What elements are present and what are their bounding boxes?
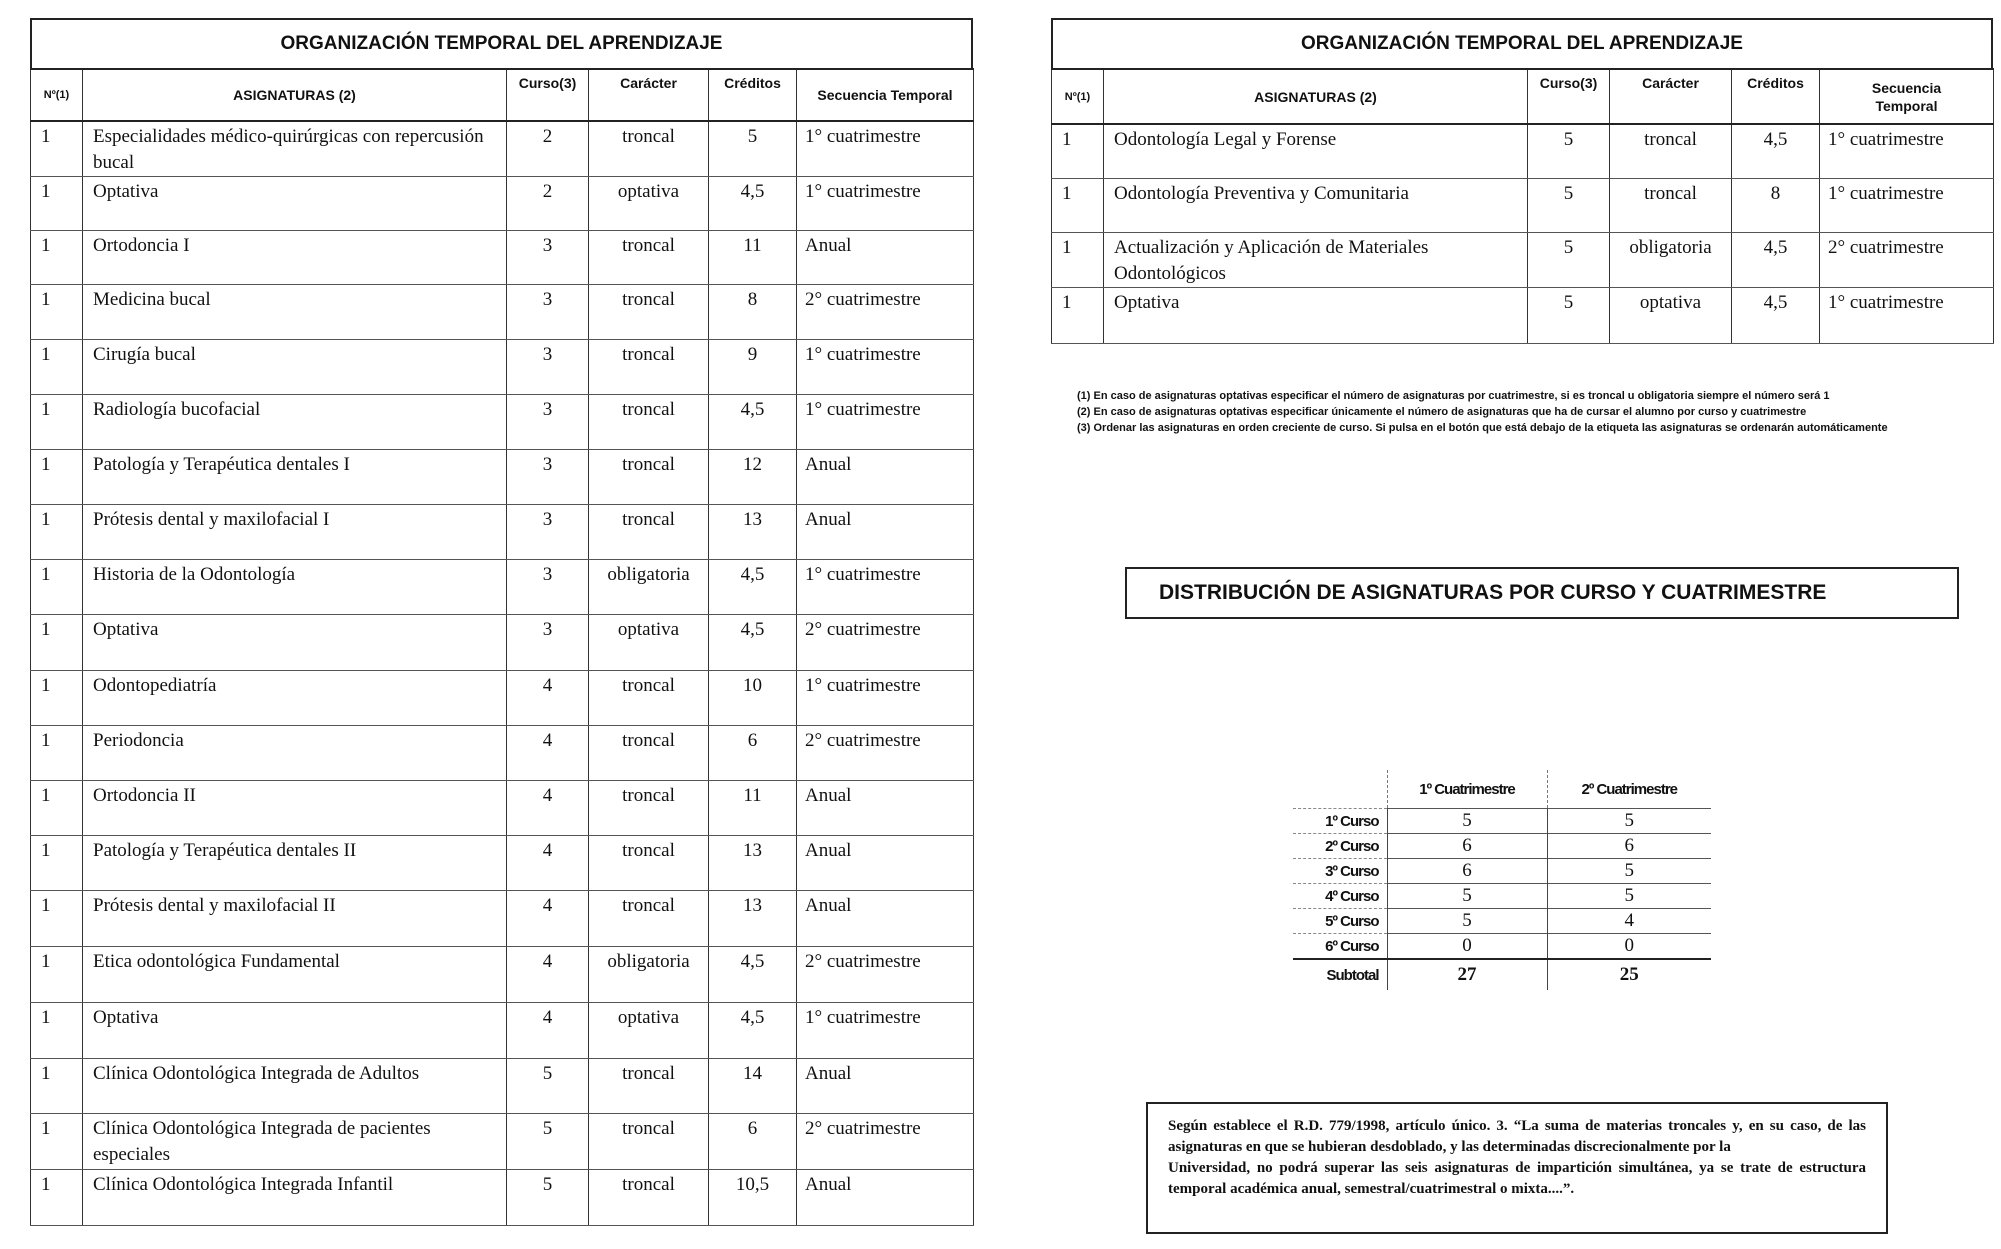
row-caracter: troncal bbox=[1610, 124, 1732, 178]
dist-cell-c1: 5 bbox=[1387, 884, 1547, 909]
row-caracter: troncal bbox=[589, 1170, 709, 1226]
dist-col-2: 2º Cuatrimestre bbox=[1547, 770, 1711, 809]
dist-row bbox=[1293, 859, 1711, 884]
row-caracter: troncal bbox=[589, 231, 709, 285]
table-row bbox=[31, 671, 974, 726]
row-curso: 5 bbox=[507, 1059, 589, 1114]
table-row bbox=[31, 450, 974, 505]
row-number: 1 bbox=[31, 615, 83, 671]
table-row bbox=[31, 726, 974, 781]
row-creditos: 10 bbox=[709, 671, 797, 726]
row-creditos: 5 bbox=[709, 121, 797, 177]
row-curso: 5 bbox=[1528, 232, 1610, 287]
row-secuencia: Anual bbox=[797, 891, 974, 947]
right-title bbox=[1051, 18, 1993, 68]
row-curso: 5 bbox=[1528, 124, 1610, 178]
row-caracter: troncal bbox=[589, 121, 709, 177]
header-subject: ASIGNATURAS (2) bbox=[83, 69, 507, 121]
row-caracter: optativa bbox=[589, 177, 709, 231]
row-secuencia: 2° cuatrimestre bbox=[797, 285, 974, 340]
row-secuencia: 1° cuatrimestre bbox=[797, 1003, 974, 1059]
row-creditos: 8 bbox=[709, 285, 797, 340]
dist-cell-c1: 0 bbox=[1387, 934, 1547, 960]
table-row bbox=[31, 1003, 974, 1059]
row-curso: 5 bbox=[1528, 178, 1610, 232]
dist-cell-c1: 6 bbox=[1387, 859, 1547, 884]
row-subject: Clínica Odontológica Integrada Infantil bbox=[83, 1170, 507, 1226]
table-row bbox=[31, 560, 974, 615]
table-row bbox=[31, 285, 974, 340]
dist-row-label: 5º Curso bbox=[1293, 909, 1387, 934]
right-header-curso: Curso(3) bbox=[1528, 69, 1610, 124]
table-row bbox=[31, 1059, 974, 1114]
row-number: 1 bbox=[31, 891, 83, 947]
row-subject: Ortodoncia I bbox=[83, 231, 507, 285]
row-secuencia: 2° cuatrimestre bbox=[797, 1114, 974, 1170]
dist-row-label: 4º Curso bbox=[1293, 884, 1387, 909]
table-row bbox=[31, 505, 974, 560]
row-caracter: troncal bbox=[589, 1059, 709, 1114]
row-curso: 2 bbox=[507, 121, 589, 177]
dist-row bbox=[1293, 809, 1711, 834]
row-secuencia: 1° cuatrimestre bbox=[1820, 287, 1994, 343]
table-row bbox=[1052, 124, 1994, 178]
row-curso: 4 bbox=[507, 891, 589, 947]
row-caracter: obligatoria bbox=[589, 560, 709, 615]
row-curso: 4 bbox=[507, 726, 589, 781]
row-creditos: 12 bbox=[709, 450, 797, 505]
row-number: 1 bbox=[31, 781, 83, 836]
distribution-title-text: DISTRIBUCIÓN DE ASIGNATURAS POR CURSO Y CUATRIMESTRE bbox=[1159, 581, 1827, 604]
row-number: 1 bbox=[31, 560, 83, 615]
row-subject: Actualización y Aplicación de Materiales Odontológicos bbox=[1104, 232, 1528, 287]
row-number: 1 bbox=[31, 121, 83, 177]
row-creditos: 4,5 bbox=[709, 1003, 797, 1059]
dist-cell-c2: 5 bbox=[1547, 884, 1711, 909]
dist-subtotal-label: Subtotal bbox=[1293, 959, 1387, 990]
row-curso: 4 bbox=[507, 1003, 589, 1059]
row-curso: 5 bbox=[507, 1170, 589, 1226]
distribution-table bbox=[1293, 770, 1711, 990]
row-subject: Patología y Terapéutica dentales II bbox=[83, 836, 507, 891]
dist-cell-c2: 4 bbox=[1547, 909, 1711, 934]
table-row bbox=[31, 395, 974, 450]
row-number: 1 bbox=[31, 1170, 83, 1226]
row-curso: 4 bbox=[507, 947, 589, 1003]
footnotes bbox=[1077, 388, 1888, 436]
row-secuencia: 1° cuatrimestre bbox=[797, 395, 974, 450]
row-secuencia: 2° cuatrimestre bbox=[797, 726, 974, 781]
header-caracter: Carácter bbox=[589, 69, 709, 121]
row-curso: 3 bbox=[507, 615, 589, 671]
row-subject: Especialidades médico-quirúrgicas con repercusión bucal bbox=[83, 121, 507, 177]
row-subject: Odontología Legal y Forense bbox=[1104, 124, 1528, 178]
row-subject: Prótesis dental y maxilofacial I bbox=[83, 505, 507, 560]
row-subject: Optativa bbox=[83, 615, 507, 671]
header-num: Nº(1) bbox=[31, 69, 83, 121]
row-creditos: 4,5 bbox=[1732, 232, 1820, 287]
row-secuencia: Anual bbox=[797, 836, 974, 891]
row-caracter: optativa bbox=[589, 615, 709, 671]
right-header-secuencia: Secuencia Temporal bbox=[1820, 69, 1994, 124]
table-row bbox=[31, 891, 974, 947]
row-number: 1 bbox=[31, 285, 83, 340]
row-caracter: troncal bbox=[589, 285, 709, 340]
dist-row bbox=[1293, 934, 1711, 960]
row-subject: Periodoncia bbox=[83, 726, 507, 781]
row-secuencia: Anual bbox=[797, 1170, 974, 1226]
row-secuencia: 1° cuatrimestre bbox=[1820, 124, 1994, 178]
row-secuencia: 2° cuatrimestre bbox=[797, 615, 974, 671]
right-header-caracter: Carácter bbox=[1610, 69, 1732, 124]
row-number: 1 bbox=[31, 395, 83, 450]
row-number: 1 bbox=[31, 1114, 83, 1170]
distribution-body bbox=[1293, 809, 1711, 991]
row-creditos: 13 bbox=[709, 891, 797, 947]
row-subject: Radiología bucofacial bbox=[83, 395, 507, 450]
row-creditos: 8 bbox=[1732, 178, 1820, 232]
dist-subtotal-c2: 25 bbox=[1547, 959, 1711, 990]
row-creditos: 14 bbox=[709, 1059, 797, 1114]
row-secuencia: 1° cuatrimestre bbox=[797, 121, 974, 177]
row-creditos: 11 bbox=[709, 231, 797, 285]
dist-cell-c2: 6 bbox=[1547, 834, 1711, 859]
row-caracter: optativa bbox=[589, 1003, 709, 1059]
row-caracter: obligatoria bbox=[1610, 232, 1732, 287]
row-secuencia: 1° cuatrimestre bbox=[797, 560, 974, 615]
row-curso: 5 bbox=[507, 1114, 589, 1170]
table-row bbox=[31, 340, 974, 395]
row-secuencia: 1° cuatrimestre bbox=[797, 177, 974, 231]
row-number: 1 bbox=[31, 836, 83, 891]
row-creditos: 4,5 bbox=[709, 177, 797, 231]
row-curso: 3 bbox=[507, 395, 589, 450]
table-row bbox=[31, 836, 974, 891]
row-subject: Optativa bbox=[1104, 287, 1528, 343]
row-number: 1 bbox=[31, 1003, 83, 1059]
footnote-3: (3) Ordenar las asignaturas en orden creciente de curso. Si pulsa en el botón que está debajo de la etiqueta las asignaturas se ordenarán automáticamente bbox=[1077, 422, 1888, 434]
row-number: 1 bbox=[31, 505, 83, 560]
quote-line-2: Universidad, no podrá superar las seis asignaturas de impartición simultánea, ya se trate de estructura temporal académica anual, semestral/cuatrimestral o mixta....”. bbox=[1168, 1160, 1866, 1197]
row-creditos: 4,5 bbox=[709, 395, 797, 450]
row-subject: Historia de la Odontología bbox=[83, 560, 507, 615]
table-row bbox=[31, 781, 974, 836]
row-number: 1 bbox=[1052, 178, 1104, 232]
table-row bbox=[31, 121, 974, 177]
dist-row-label: 1º Curso bbox=[1293, 809, 1387, 834]
row-secuencia: Anual bbox=[797, 781, 974, 836]
right-header-creditos: Créditos bbox=[1732, 69, 1820, 124]
row-secuencia: Anual bbox=[797, 450, 974, 505]
row-creditos: 4,5 bbox=[709, 947, 797, 1003]
table-row bbox=[31, 615, 974, 671]
row-secuencia: Anual bbox=[797, 231, 974, 285]
row-curso: 4 bbox=[507, 781, 589, 836]
row-caracter: troncal bbox=[589, 781, 709, 836]
header-secuencia: Secuencia Temporal bbox=[797, 69, 974, 121]
header-curso: Curso(3) bbox=[507, 69, 589, 121]
table-row bbox=[31, 1170, 974, 1226]
row-subject: Optativa bbox=[83, 1003, 507, 1059]
dist-cell-c1: 5 bbox=[1387, 809, 1547, 834]
dist-cell-c2: 0 bbox=[1547, 934, 1711, 960]
dist-subtotal-row bbox=[1293, 959, 1711, 990]
row-caracter: troncal bbox=[589, 726, 709, 781]
row-caracter: troncal bbox=[589, 891, 709, 947]
quote-line-1: Según establece el R.D. 779/1998, artículo único. 3. “La suma de materias troncales y, en su caso, de las asignaturas en que se hubieran desdoblado, y las determinadas discrecionalmente por la bbox=[1168, 1118, 1866, 1155]
dist-subtotal-c1: 27 bbox=[1387, 959, 1547, 990]
row-creditos: 13 bbox=[709, 505, 797, 560]
row-subject: Ortodoncia II bbox=[83, 781, 507, 836]
dist-cell-c1: 6 bbox=[1387, 834, 1547, 859]
dist-col-1: 1º Cuatrimestre bbox=[1387, 770, 1547, 809]
footnote-1: (1) En caso de asignaturas optativas especificar el número de asignaturas por cuatrimestre, si es troncal u obligatoria siempre el número será 1 bbox=[1077, 390, 1830, 402]
dist-row-label: 2º Curso bbox=[1293, 834, 1387, 859]
row-number: 1 bbox=[1052, 232, 1104, 287]
row-creditos: 4,5 bbox=[1732, 287, 1820, 343]
row-caracter: troncal bbox=[589, 836, 709, 891]
row-caracter: troncal bbox=[589, 671, 709, 726]
row-curso: 3 bbox=[507, 560, 589, 615]
right-header-subject: ASIGNATURAS (2) bbox=[1104, 69, 1528, 124]
row-number: 1 bbox=[31, 340, 83, 395]
row-caracter: troncal bbox=[589, 450, 709, 505]
row-subject: Odontopediatría bbox=[83, 671, 507, 726]
dist-row-label: 6º Curso bbox=[1293, 934, 1387, 960]
table-row bbox=[31, 177, 974, 231]
row-curso: 4 bbox=[507, 671, 589, 726]
row-secuencia: Anual bbox=[797, 1059, 974, 1114]
dist-corner bbox=[1293, 770, 1387, 809]
row-secuencia: Anual bbox=[797, 505, 974, 560]
row-number: 1 bbox=[31, 947, 83, 1003]
row-secuencia: 2° cuatrimestre bbox=[797, 947, 974, 1003]
row-number: 1 bbox=[1052, 287, 1104, 343]
row-curso: 4 bbox=[507, 836, 589, 891]
dist-row bbox=[1293, 909, 1711, 934]
row-number: 1 bbox=[31, 671, 83, 726]
row-number: 1 bbox=[1052, 124, 1104, 178]
right-schedule-table bbox=[1051, 68, 1994, 344]
row-curso: 5 bbox=[1528, 287, 1610, 343]
row-creditos: 10,5 bbox=[709, 1170, 797, 1226]
right-title-text: ORGANIZACIÓN TEMPORAL DEL APRENDIZAJE bbox=[1301, 33, 1743, 54]
row-subject: Medicina bucal bbox=[83, 285, 507, 340]
row-caracter: troncal bbox=[1610, 178, 1732, 232]
dist-row bbox=[1293, 834, 1711, 859]
table-row bbox=[31, 231, 974, 285]
row-secuencia: 1° cuatrimestre bbox=[797, 340, 974, 395]
distribution-title bbox=[1125, 567, 1959, 619]
left-title bbox=[30, 18, 973, 68]
left-table-body bbox=[31, 121, 974, 1226]
row-curso: 3 bbox=[507, 450, 589, 505]
row-curso: 2 bbox=[507, 177, 589, 231]
row-number: 1 bbox=[31, 231, 83, 285]
right-table-body bbox=[1052, 124, 1994, 343]
row-number: 1 bbox=[31, 1059, 83, 1114]
left-title-text: ORGANIZACIÓN TEMPORAL DEL APRENDIZAJE bbox=[280, 33, 723, 54]
dist-cell-c2: 5 bbox=[1547, 859, 1711, 884]
row-number: 1 bbox=[31, 726, 83, 781]
row-subject: Prótesis dental y maxilofacial II bbox=[83, 891, 507, 947]
row-creditos: 9 bbox=[709, 340, 797, 395]
table-row bbox=[1052, 232, 1994, 287]
row-creditos: 4,5 bbox=[709, 560, 797, 615]
row-subject: Etica odontológica Fundamental bbox=[83, 947, 507, 1003]
dist-cell-c1: 5 bbox=[1387, 909, 1547, 934]
table-row bbox=[31, 1114, 974, 1170]
row-creditos: 6 bbox=[709, 726, 797, 781]
row-caracter: troncal bbox=[589, 395, 709, 450]
row-creditos: 4,5 bbox=[1732, 124, 1820, 178]
header-creditos: Créditos bbox=[709, 69, 797, 121]
table-row bbox=[31, 947, 974, 1003]
row-subject: Optativa bbox=[83, 177, 507, 231]
row-number: 1 bbox=[31, 177, 83, 231]
row-curso: 3 bbox=[507, 340, 589, 395]
row-caracter: troncal bbox=[589, 505, 709, 560]
row-subject: Cirugía bucal bbox=[83, 340, 507, 395]
row-creditos: 11 bbox=[709, 781, 797, 836]
row-creditos: 6 bbox=[709, 1114, 797, 1170]
row-secuencia: 2° cuatrimestre bbox=[1820, 232, 1994, 287]
row-secuencia: 1° cuatrimestre bbox=[797, 671, 974, 726]
row-number: 1 bbox=[31, 450, 83, 505]
right-header-num: Nº(1) bbox=[1052, 69, 1104, 124]
dist-cell-c2: 5 bbox=[1547, 809, 1711, 834]
row-curso: 3 bbox=[507, 231, 589, 285]
row-caracter: optativa bbox=[1610, 287, 1732, 343]
legal-quote-box bbox=[1146, 1102, 1888, 1234]
table-row bbox=[1052, 178, 1994, 232]
row-creditos: 4,5 bbox=[709, 615, 797, 671]
row-curso: 3 bbox=[507, 285, 589, 340]
table-row bbox=[1052, 287, 1994, 343]
row-secuencia: 1° cuatrimestre bbox=[1820, 178, 1994, 232]
footnote-2: (2) En caso de asignaturas optativas especificar únicamente el número de asignaturas que ha de cursar el alumno por curso y cuatrimestre bbox=[1077, 406, 1807, 418]
row-creditos: 13 bbox=[709, 836, 797, 891]
row-subject: Patología y Terapéutica dentales I bbox=[83, 450, 507, 505]
left-schedule-table bbox=[30, 68, 974, 1226]
row-subject: Odontología Preventiva y Comunitaria bbox=[1104, 178, 1528, 232]
row-subject: Clínica Odontológica Integrada de Adultos bbox=[83, 1059, 507, 1114]
row-caracter: obligatoria bbox=[589, 947, 709, 1003]
row-curso: 3 bbox=[507, 505, 589, 560]
row-caracter: troncal bbox=[589, 1114, 709, 1170]
dist-row bbox=[1293, 884, 1711, 909]
row-caracter: troncal bbox=[589, 340, 709, 395]
dist-row-label: 3º Curso bbox=[1293, 859, 1387, 884]
row-subject: Clínica Odontológica Integrada de pacientes especiales bbox=[83, 1114, 507, 1170]
